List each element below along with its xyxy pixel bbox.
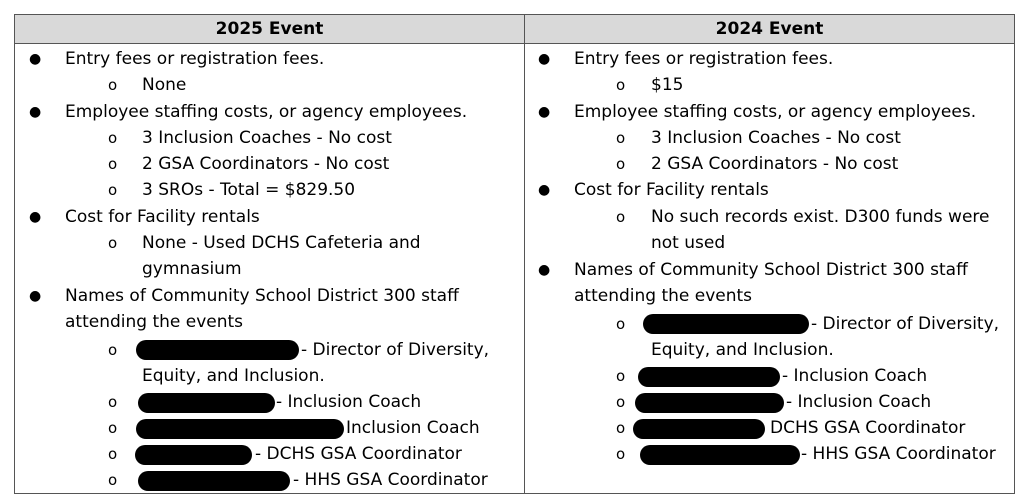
redaction-bar [643, 314, 809, 334]
sub-bullet-icon: o [108, 76, 118, 94]
left-facility: Cost for Facility rentals [65, 207, 260, 227]
left-person-5: - HHS GSA Coordinator [293, 470, 488, 490]
left-staff-1: 3 Inclusion Coaches - No cost [142, 128, 392, 148]
sub-bullet-icon: o [108, 445, 118, 463]
right-entry-fees: Entry fees or registration fees. [574, 49, 834, 69]
sub-bullet-icon: o [108, 155, 118, 173]
sub-bullet-icon: o [616, 445, 626, 463]
right-staff-1: 3 Inclusion Coaches - No cost [651, 128, 901, 148]
bullet-icon: ● [538, 51, 551, 67]
right-facility-1a: No such records exist. D300 funds were [651, 207, 990, 227]
left-names-b: attending the events [65, 312, 244, 332]
left-person-4: - DCHS GSA Coordinator [255, 444, 462, 464]
sub-bullet-icon: o [108, 419, 118, 437]
bullet-icon: ● [538, 262, 551, 278]
sub-bullet-icon: o [108, 393, 118, 411]
right-entry-val: $15 [651, 75, 684, 95]
sub-bullet-icon: o [108, 234, 118, 252]
redaction-bar [136, 419, 344, 439]
left-person-1a: - Director of Diversity, [301, 340, 490, 360]
redaction-bar [635, 393, 784, 413]
redaction-bar [138, 471, 290, 491]
bullet-icon: ● [29, 104, 42, 120]
sub-bullet-icon: o [616, 208, 626, 226]
redaction-bar [136, 340, 299, 360]
right-person-1a: - Director of Diversity, [811, 314, 1000, 334]
left-person-3: Inclusion Coach [346, 418, 480, 438]
redaction-bar [138, 393, 275, 413]
header-2025: 2025 Event [15, 15, 525, 44]
right-person-4: DCHS GSA Coordinator [770, 418, 966, 438]
left-facility-1b: gymnasium [142, 259, 242, 279]
left-staff-3: 3 SROs - Total = $829.50 [142, 180, 356, 200]
right-person-1b: Equity, and Inclusion. [651, 340, 834, 360]
sub-bullet-icon: o [616, 76, 626, 94]
redaction-bar [638, 367, 780, 387]
right-person-2: - Inclusion Coach [782, 366, 928, 386]
right-staffing: Employee staffing costs, or agency employees. [574, 102, 977, 122]
sub-bullet-icon: o [108, 341, 118, 359]
events-table [14, 14, 1015, 494]
right-names-a: Names of Community School District 300 staff [574, 260, 968, 280]
right-facility: Cost for Facility rentals [574, 180, 769, 200]
redaction-bar [135, 445, 252, 465]
right-staff-2: 2 GSA Coordinators - No cost [651, 154, 899, 174]
right-names-b: attending the events [574, 286, 753, 306]
left-entry-none: None [142, 75, 187, 95]
sub-bullet-icon: o [616, 155, 626, 173]
bullet-icon: ● [538, 104, 551, 120]
sub-bullet-icon: o [616, 393, 626, 411]
right-person-5: - HHS GSA Coordinator [801, 444, 996, 464]
left-person-2: - Inclusion Coach [276, 392, 422, 412]
bullet-icon: ● [29, 288, 42, 304]
right-person-3: - Inclusion Coach [786, 392, 932, 412]
redaction-bar [640, 445, 800, 465]
sub-bullet-icon: o [616, 129, 626, 147]
left-staffing: Employee staffing costs, or agency employees. [65, 102, 468, 122]
sub-bullet-icon: o [616, 419, 626, 437]
left-entry-fees: Entry fees or registration fees. [65, 49, 325, 69]
sub-bullet-icon: o [108, 471, 118, 489]
sub-bullet-icon: o [616, 315, 626, 333]
sub-bullet-icon: o [108, 181, 118, 199]
left-names-a: Names of Community School District 300 staff [65, 286, 459, 306]
column-divider [524, 44, 525, 494]
bullet-icon: ● [29, 209, 42, 225]
right-facility-1b: not used [651, 233, 726, 253]
sub-bullet-icon: o [108, 129, 118, 147]
header-2024: 2024 Event [525, 15, 1014, 44]
left-person-1b: Equity, and Inclusion. [142, 366, 325, 386]
redaction-bar [633, 419, 765, 439]
sub-bullet-icon: o [616, 367, 626, 385]
left-staff-2: 2 GSA Coordinators - No cost [142, 154, 390, 174]
bullet-icon: ● [538, 182, 551, 198]
bullet-icon: ● [29, 51, 42, 67]
left-facility-1a: None - Used DCHS Cafeteria and [142, 233, 421, 253]
